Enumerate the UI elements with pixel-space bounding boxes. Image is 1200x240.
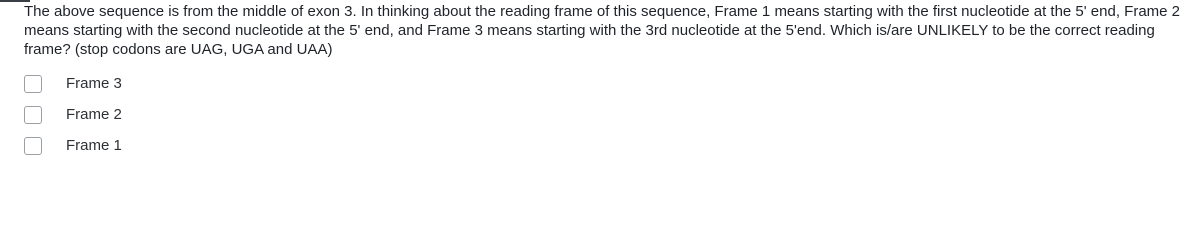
checkbox[interactable] [24, 137, 42, 155]
option-label: Frame 3 [66, 75, 122, 92]
question-text: The above sequence is from the middle of exon 3. In thinking about the reading frame of this sequence, Frame 1 means starting with the first nucleotide at the 5' end, Frame 2 means starting with the second nucleotide at the 5' end, and Frame 3 means starting with the 3rd nucleotide at the 5'end. Which is/are UNLIKELY to be the correct reading frame? (stop codons are UAG, UGA and UAA) [24, 3, 1181, 58]
option-label: Frame 1 [66, 137, 122, 154]
option-frame-3[interactable] [24, 68, 424, 99]
answer-options [24, 68, 424, 161]
checkbox[interactable] [24, 106, 42, 124]
option-frame-2[interactable] [24, 99, 424, 130]
checkbox[interactable] [24, 75, 42, 93]
option-frame-1[interactable] [24, 130, 424, 161]
option-label: Frame 2 [66, 106, 122, 123]
